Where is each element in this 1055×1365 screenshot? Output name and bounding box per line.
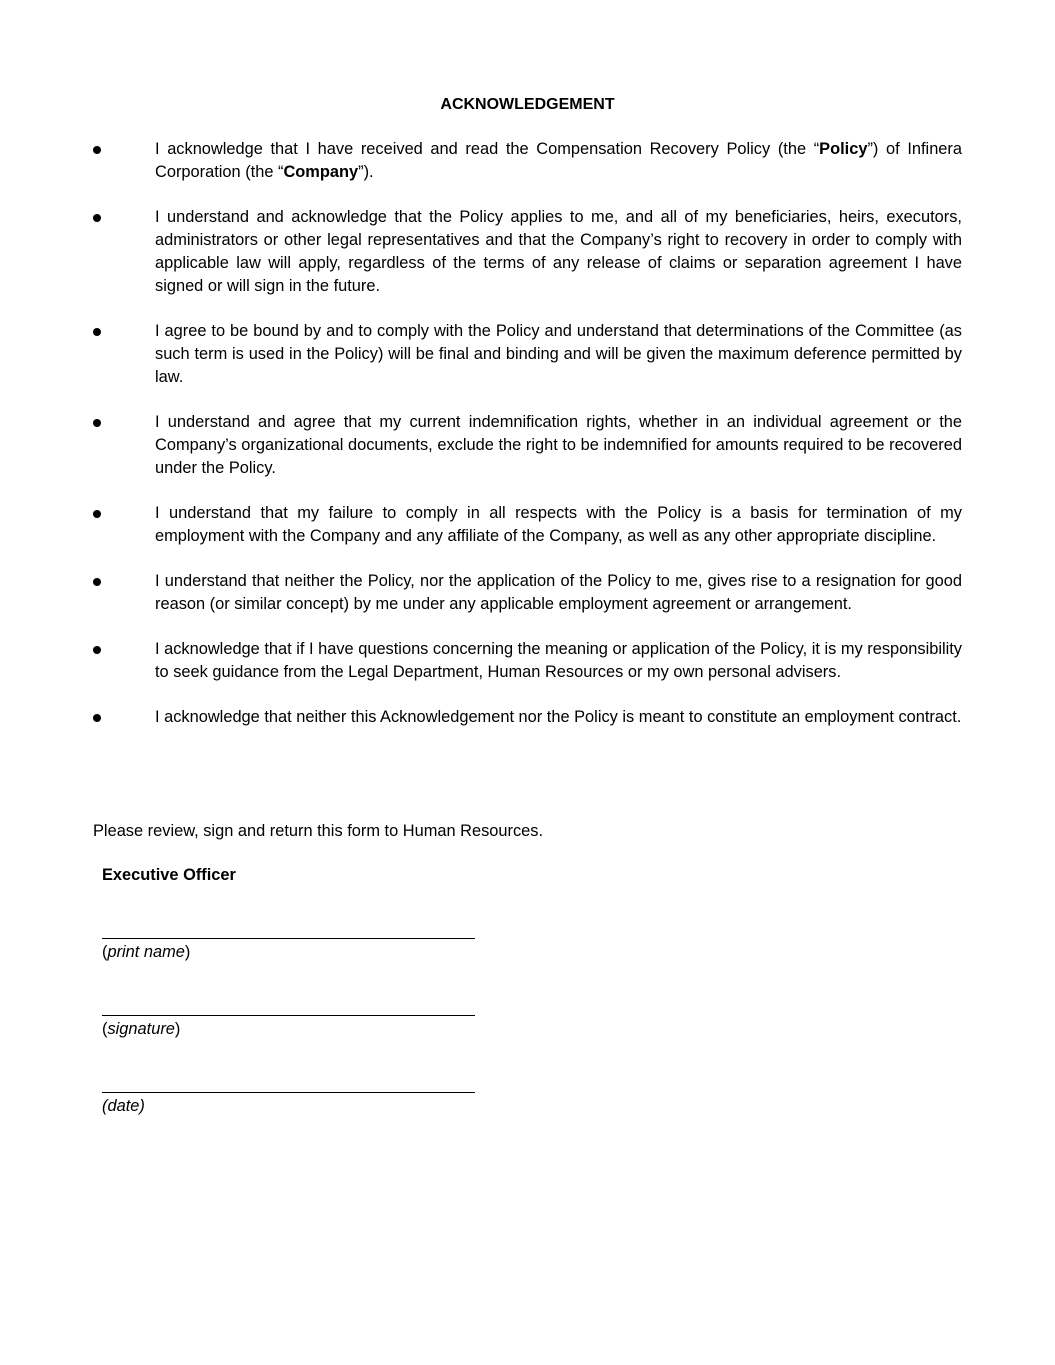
list-item <box>0 320 1055 389</box>
date-line[interactable] <box>102 1092 475 1093</box>
bullet-text <box>155 206 962 298</box>
bullet-text <box>155 570 962 616</box>
text-run: I acknowledge that I have received and read the Compensation Recovery Policy (the “ <box>155 140 820 158</box>
signature-label: (signature) <box>102 1020 181 1038</box>
bullet-icon <box>93 578 101 586</box>
print-name-block <box>102 938 475 964</box>
signature-block <box>102 1015 475 1041</box>
bullet-text <box>155 320 962 389</box>
bullet-icon <box>93 646 101 654</box>
text-run: I understand and agree that my current indemnification rights, whether in an individual agreement or the Company’s organizational documents, exclude the right to be indemnified for amounts required to be recovered under the Policy. <box>155 413 962 477</box>
date-block <box>102 1092 475 1118</box>
text-run: ”) of Infinera Corporation (the “ <box>155 140 962 181</box>
list-item <box>0 411 1055 480</box>
date-label: (date) <box>102 1097 145 1115</box>
list-item <box>0 570 1055 616</box>
text-run: I acknowledge that neither this Acknowledgement nor the Policy is meant to constitute an employment contract. <box>155 708 962 726</box>
bullet-icon <box>93 146 101 154</box>
defined-term: Policy <box>819 140 868 158</box>
text-run: ”). <box>358 163 374 181</box>
list-item <box>0 638 1055 684</box>
bullet-icon <box>93 328 101 336</box>
bullet-text <box>155 411 962 480</box>
text-run: I understand that neither the Policy, nor the application of the Policy to me, gives rise to a resignation for good reason (or similar concept) by me under any applicable employment agreement or arrangement. <box>155 572 962 613</box>
executive-officer-heading: Executive Officer <box>102 866 236 884</box>
text-run: I agree to be bound by and to comply with the Policy and understand that determinations of the Committee (as such term is used in the Policy) will be final and binding and will be given the maximum deference permitted by law. <box>155 322 962 386</box>
acknowledgement-list <box>0 138 1055 751</box>
document-title: ACKNOWLEDGEMENT <box>440 96 615 113</box>
list-item <box>0 206 1055 298</box>
bullet-icon <box>93 510 101 518</box>
bullet-text <box>155 638 962 684</box>
list-item <box>0 138 1055 184</box>
text-run: I acknowledge that if I have questions concerning the meaning or application of the Policy, it is my responsibility to seek guidance from the Legal Department, Human Resources or my own personal advisers. <box>155 640 962 681</box>
print-name-label: (print name) <box>102 943 191 961</box>
bullet-text <box>155 502 962 548</box>
return-instruction: Please review, sign and return this form to Human Resources. <box>93 822 544 840</box>
list-item <box>0 706 1055 729</box>
print-name-line[interactable] <box>102 938 475 939</box>
bullet-text <box>155 138 962 184</box>
defined-term: Company <box>283 163 359 181</box>
bullet-icon <box>93 419 101 427</box>
bullet-text <box>155 706 962 729</box>
bullet-icon <box>93 214 101 222</box>
signature-line[interactable] <box>102 1015 475 1016</box>
text-run: I understand and acknowledge that the Policy applies to me, and all of my beneficiaries, heirs, executors, administrators or other legal representatives and that the Company’s right to recovery in order to comply with applicable law will apply, regardless of the terms of any release of claims or separation agreement I have signed or will sign in the future. <box>155 208 962 295</box>
text-run: I understand that my failure to comply in all respects with the Policy is a basis for termination of my employment with the Company and any affiliate of the Company, as well as any other appropriate discipline. <box>155 504 962 545</box>
list-item <box>0 502 1055 548</box>
bullet-icon <box>93 714 101 722</box>
